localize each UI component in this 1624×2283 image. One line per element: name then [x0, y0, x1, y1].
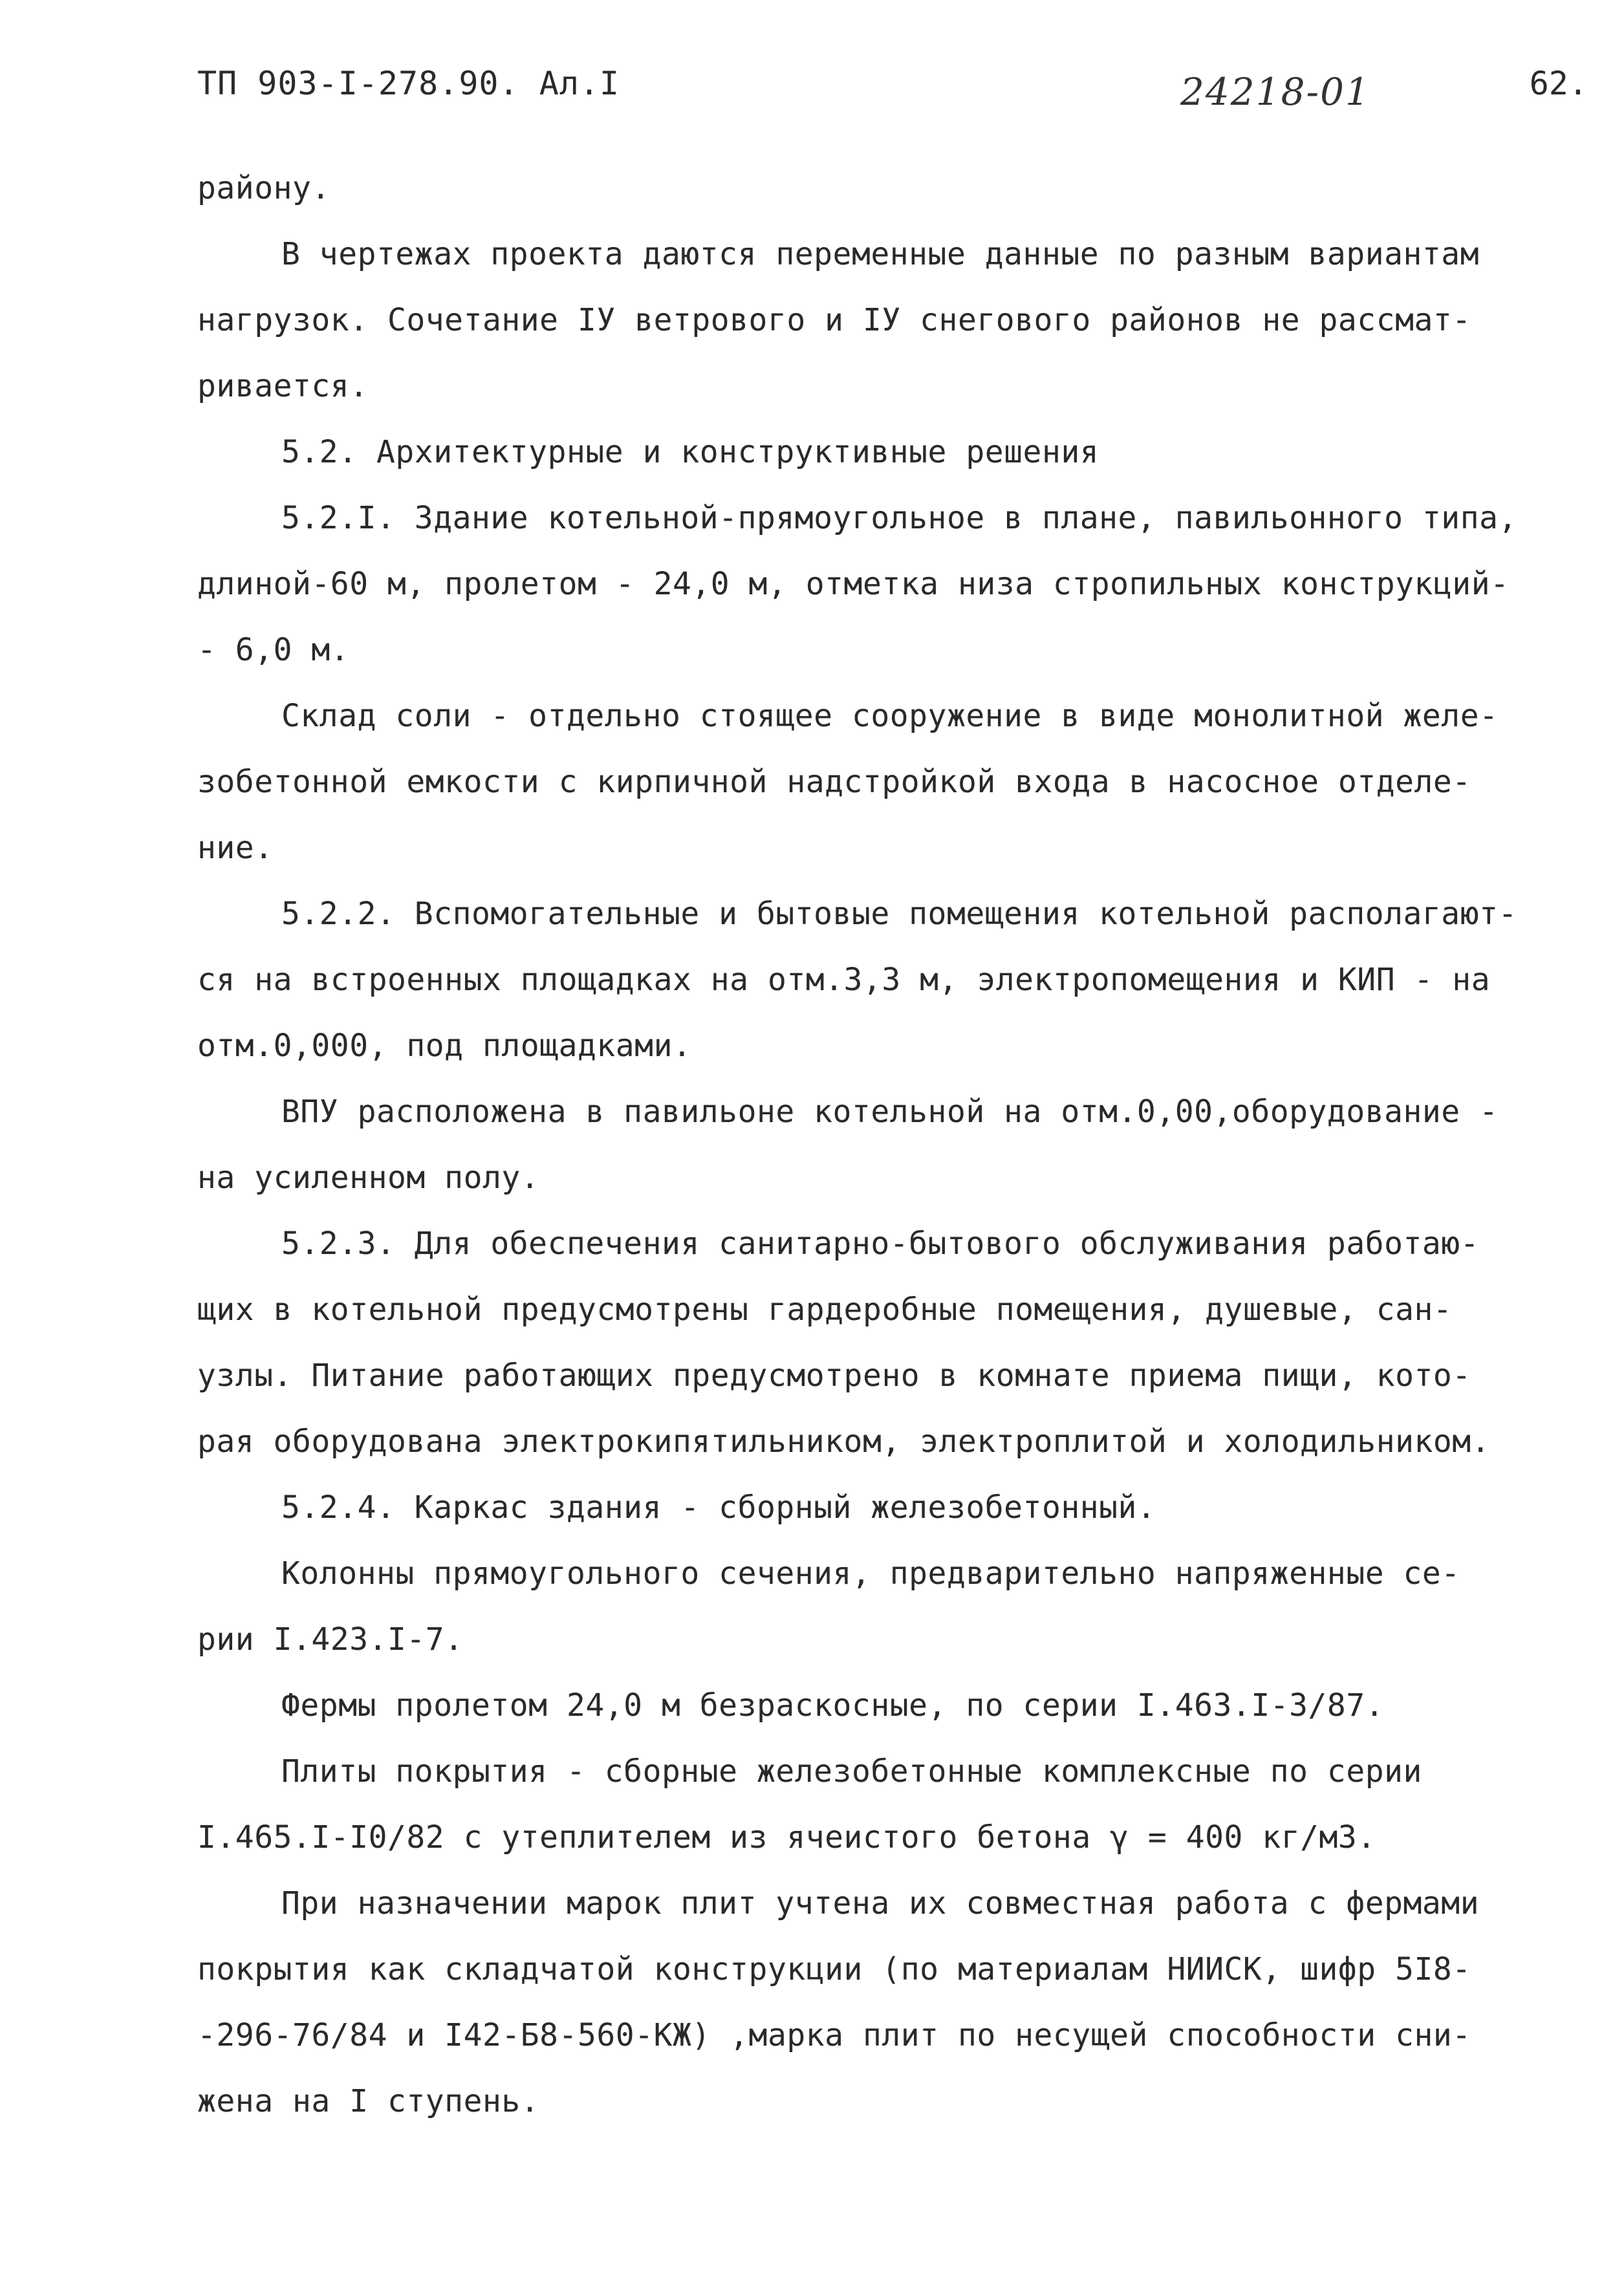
text-line: покрытия как складчатой конструкции (по материалам НИИСК, шифр 5I8-: [197, 1951, 1471, 1987]
text-line: району.: [197, 170, 330, 206]
text-line: нагрузок. Сочетание IУ ветрового и IУ снегового районов не рассмат-: [197, 302, 1471, 338]
text-line: Колонны прямоугольного сечения, предварительно напряженные се-: [281, 1555, 1460, 1592]
document-body: [197, 155, 1581, 2134]
text-line: узлы. Питание работающих предусмотрено в комнате приема пищи, кото-: [197, 1358, 1471, 1394]
text-line: длиной-60 м, пролетом - 24,0 м, отметка низа стропильных конструкций-: [197, 566, 1510, 602]
text-line: рая оборудована электрокипятильником, электроплитой и холодильником.: [197, 1423, 1491, 1460]
text-line: ривается.: [197, 368, 369, 404]
text-line: рии I.423.I-7.: [197, 1621, 464, 1658]
text-line: 5.2.I. Здание котельной-прямоугольное в плане, павильонного типа,: [281, 500, 1517, 536]
handwritten-inventory-number: 24218-01: [1180, 70, 1370, 114]
page-number: 62.: [1529, 65, 1588, 102]
document-code: ТП 903-I-278.90. Ал.I: [197, 65, 620, 102]
text-line: 5.2.4. Каркас здания - сборный железобетонный.: [281, 1489, 1156, 1526]
text-line: на усиленном полу.: [197, 1160, 540, 1196]
section-heading: 5.2. Архитектурные и конструктивные решения: [281, 434, 1099, 470]
text-line: Плиты покрытия - сборные железобетонные комплексные по серии: [281, 1753, 1422, 1790]
text-line: 5.2.3. Для обеспечения санитарно-бытового обслуживания работаю-: [281, 1226, 1480, 1262]
text-line: - 6,0 м.: [197, 632, 350, 668]
text-line: ся на встроенных площадках на отм.3,3 м, электропомещения и КИП - на: [197, 962, 1491, 998]
text-line: Склад соли - отдельно стоящее сооружение в виде монолитной желе-: [281, 698, 1499, 734]
text-line: зобетонной емкости с кирпичной надстройкой входа в насосное отделе-: [197, 764, 1471, 800]
page-header: [197, 65, 1588, 123]
text-line: ВПУ расположена в павильоне котельной на отм.0,00,оборудование -: [281, 1094, 1499, 1130]
text-line: отм.0,000, под площадками.: [197, 1028, 692, 1064]
text-line: 5.2.2. Вспомогательные и бытовые помещения котельной располагают-: [281, 896, 1517, 932]
text-line: При назначении марок плит учтена их совместная работа с фермами: [281, 1885, 1480, 1921]
text-line: Фермы пролетом 24,0 м безраскосные, по серии I.463.I-3/87.: [281, 1687, 1385, 1724]
text-line: щих в котельной предусмотрены гардеробные помещения, душевые, сан-: [197, 1292, 1453, 1328]
text-line: I.465.I-I0/82 с утеплителем из ячеистого бетона γ = 400 кг/м3.: [197, 1819, 1376, 1856]
text-line: ние.: [197, 830, 274, 866]
text-line: -296-76/84 и I42-Б8-560-КЖ) ,марка плит по несущей способности сни-: [197, 2017, 1471, 2053]
text-line: В чертежах проекта даются переменные данные по разным вариантам: [281, 236, 1480, 272]
text-line: жена на I ступень.: [197, 2083, 540, 2119]
